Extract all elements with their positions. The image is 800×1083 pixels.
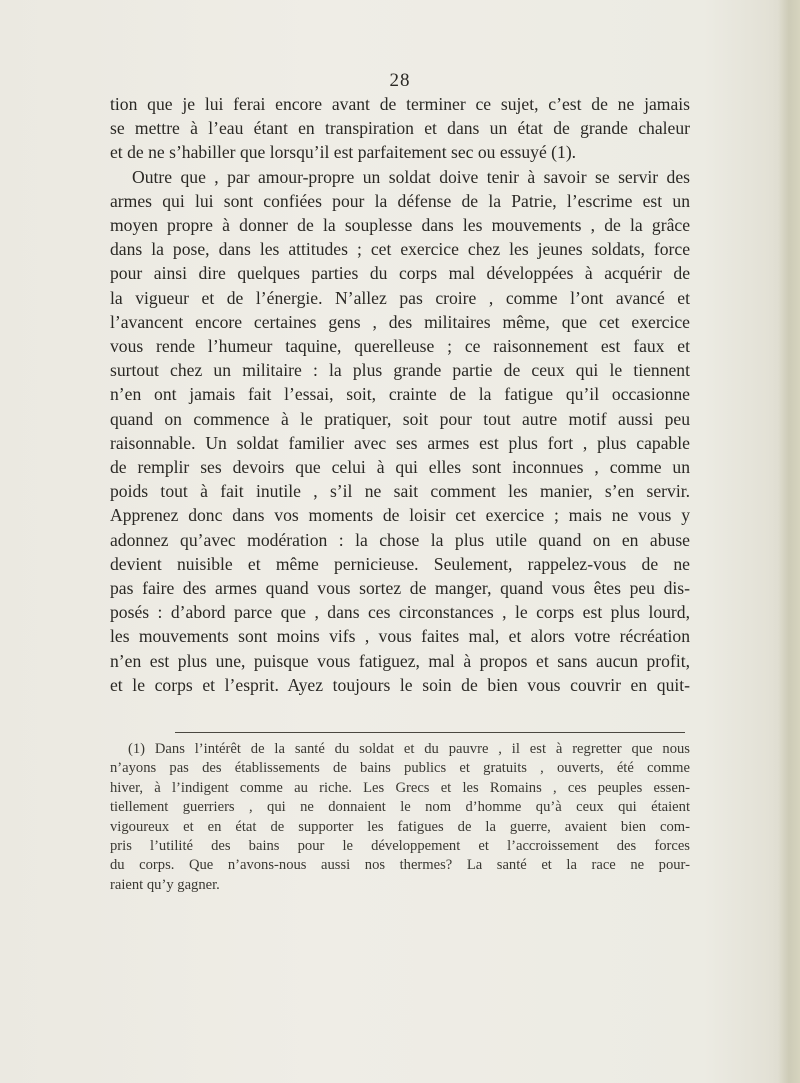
footnote-line: n’ayons pas des établissements de bains publics et gratuits , ouverts, été comme (110, 760, 690, 777)
text-line: n’en ont jamais fait l’essai, soit, crainte de la fatigue qu’il occasionne (110, 384, 690, 405)
footnote-line: pris l’utilité des bains pour le développement et l’accroissement des forces (110, 838, 690, 855)
text-line: surtout chez un militaire : la plus grande partie de ceux qui le tiennent (110, 360, 690, 381)
page-edge-shadow (778, 0, 800, 1083)
page-number: 28 (389, 70, 411, 91)
text-line: l’avancent encore certaines gens , des militaires même, que cet exercice (110, 311, 690, 332)
text-line: pas faire des armes quand vous sortez de manger, quand vous êtes peu dis- (110, 578, 690, 599)
text-line: et le corps et l’esprit. Ayez toujours le soin de bien vous couvrir en quit- (110, 674, 690, 695)
text-line: armes qui lui sont confiées pour la défense de la Patrie, l’escrime est un (110, 190, 690, 211)
footnote-line: raient qu’y gagner. (110, 876, 220, 893)
text-line: poids tout à fait inutile , s’il ne sait comment les manier, s’en servir. (110, 481, 690, 502)
text-line: adonnez qu’avec modération : la chose la plus utile quand on en abuse (110, 529, 690, 550)
text-line: dans la pose, dans les attitudes ; cet exercice chez les jeunes soldats, force (110, 239, 690, 260)
text-line: tion que je lui ferai encore avant de terminer ce sujet, c’est de ne jamais (110, 94, 690, 114)
main-text (110, 92, 690, 697)
footnote (110, 740, 690, 895)
text-line: quand on commence à le pratiquer, soit pour tout autre motif aussi peu (110, 408, 690, 429)
text-line: posés : d’abord parce que , dans ces circonstances , le corps est plus lourd, (110, 602, 690, 623)
text-line: et de ne s’habiller que lorsqu’il est parfaitement sec ou essuyé (1). (110, 142, 577, 163)
footnote-line: du corps. Que n’avons-nous aussi nos thermes? La santé et la race ne pour- (110, 857, 690, 874)
footnote-line: tiellement guerriers , qui ne donnaient le nom d’homme qu’à ceux qui étaient (110, 799, 690, 816)
text-line: Apprenez donc dans vos moments de loisir cet exercice ; mais ne vous y (110, 505, 690, 526)
text-line: devient nuisible et même pernicieuse. Seulement, rappelez-vous de ne (110, 553, 690, 574)
footnote-divider (175, 732, 685, 733)
text-line: moyen propre à donner de la souplesse dans les mouvements , de la grâce (110, 215, 690, 236)
text-line: raisonnable. Un soldat familier avec ses armes est plus fort , plus capable (110, 432, 690, 453)
footnote-line: vigoureux et en état de supporter les fatigues de la guerre, avaient bien com- (110, 818, 690, 835)
text-line: les mouvements sont moins vifs , vous faites mal, et alors votre récréation (110, 626, 690, 647)
footnote-line: hiver, à l’indigent comme au riche. Les Grecs et les Romains , ces peuples essen- (110, 779, 690, 796)
text-line: n’en est plus une, puisque vous fatiguez, mal à propos et sans aucun profit, (110, 650, 690, 671)
text-line: de remplir ses devoirs que celui à qui elles sont inconnues , comme un (110, 457, 690, 478)
text-line: pour ainsi dire quelques parties du corps mal développées à acquérir de (110, 263, 690, 284)
footnote-line: (1) Dans l’intérêt de la santé du soldat et du pauvre , il est à regretter que nous (128, 741, 690, 757)
text-line: se mettre à l’eau étant en transpiration et dans un état de grande chaleur (110, 118, 690, 139)
text-line: la vigueur et de l’énergie. N’allez pas croire , comme l’ont avancé et (110, 287, 690, 308)
text-line: vous rende l’humeur taquine, querelleuse ; ce raisonnement est faux et (110, 336, 690, 357)
text-line: Outre que , par amour-propre un soldat doive tenir à savoir se servir des (132, 166, 690, 187)
